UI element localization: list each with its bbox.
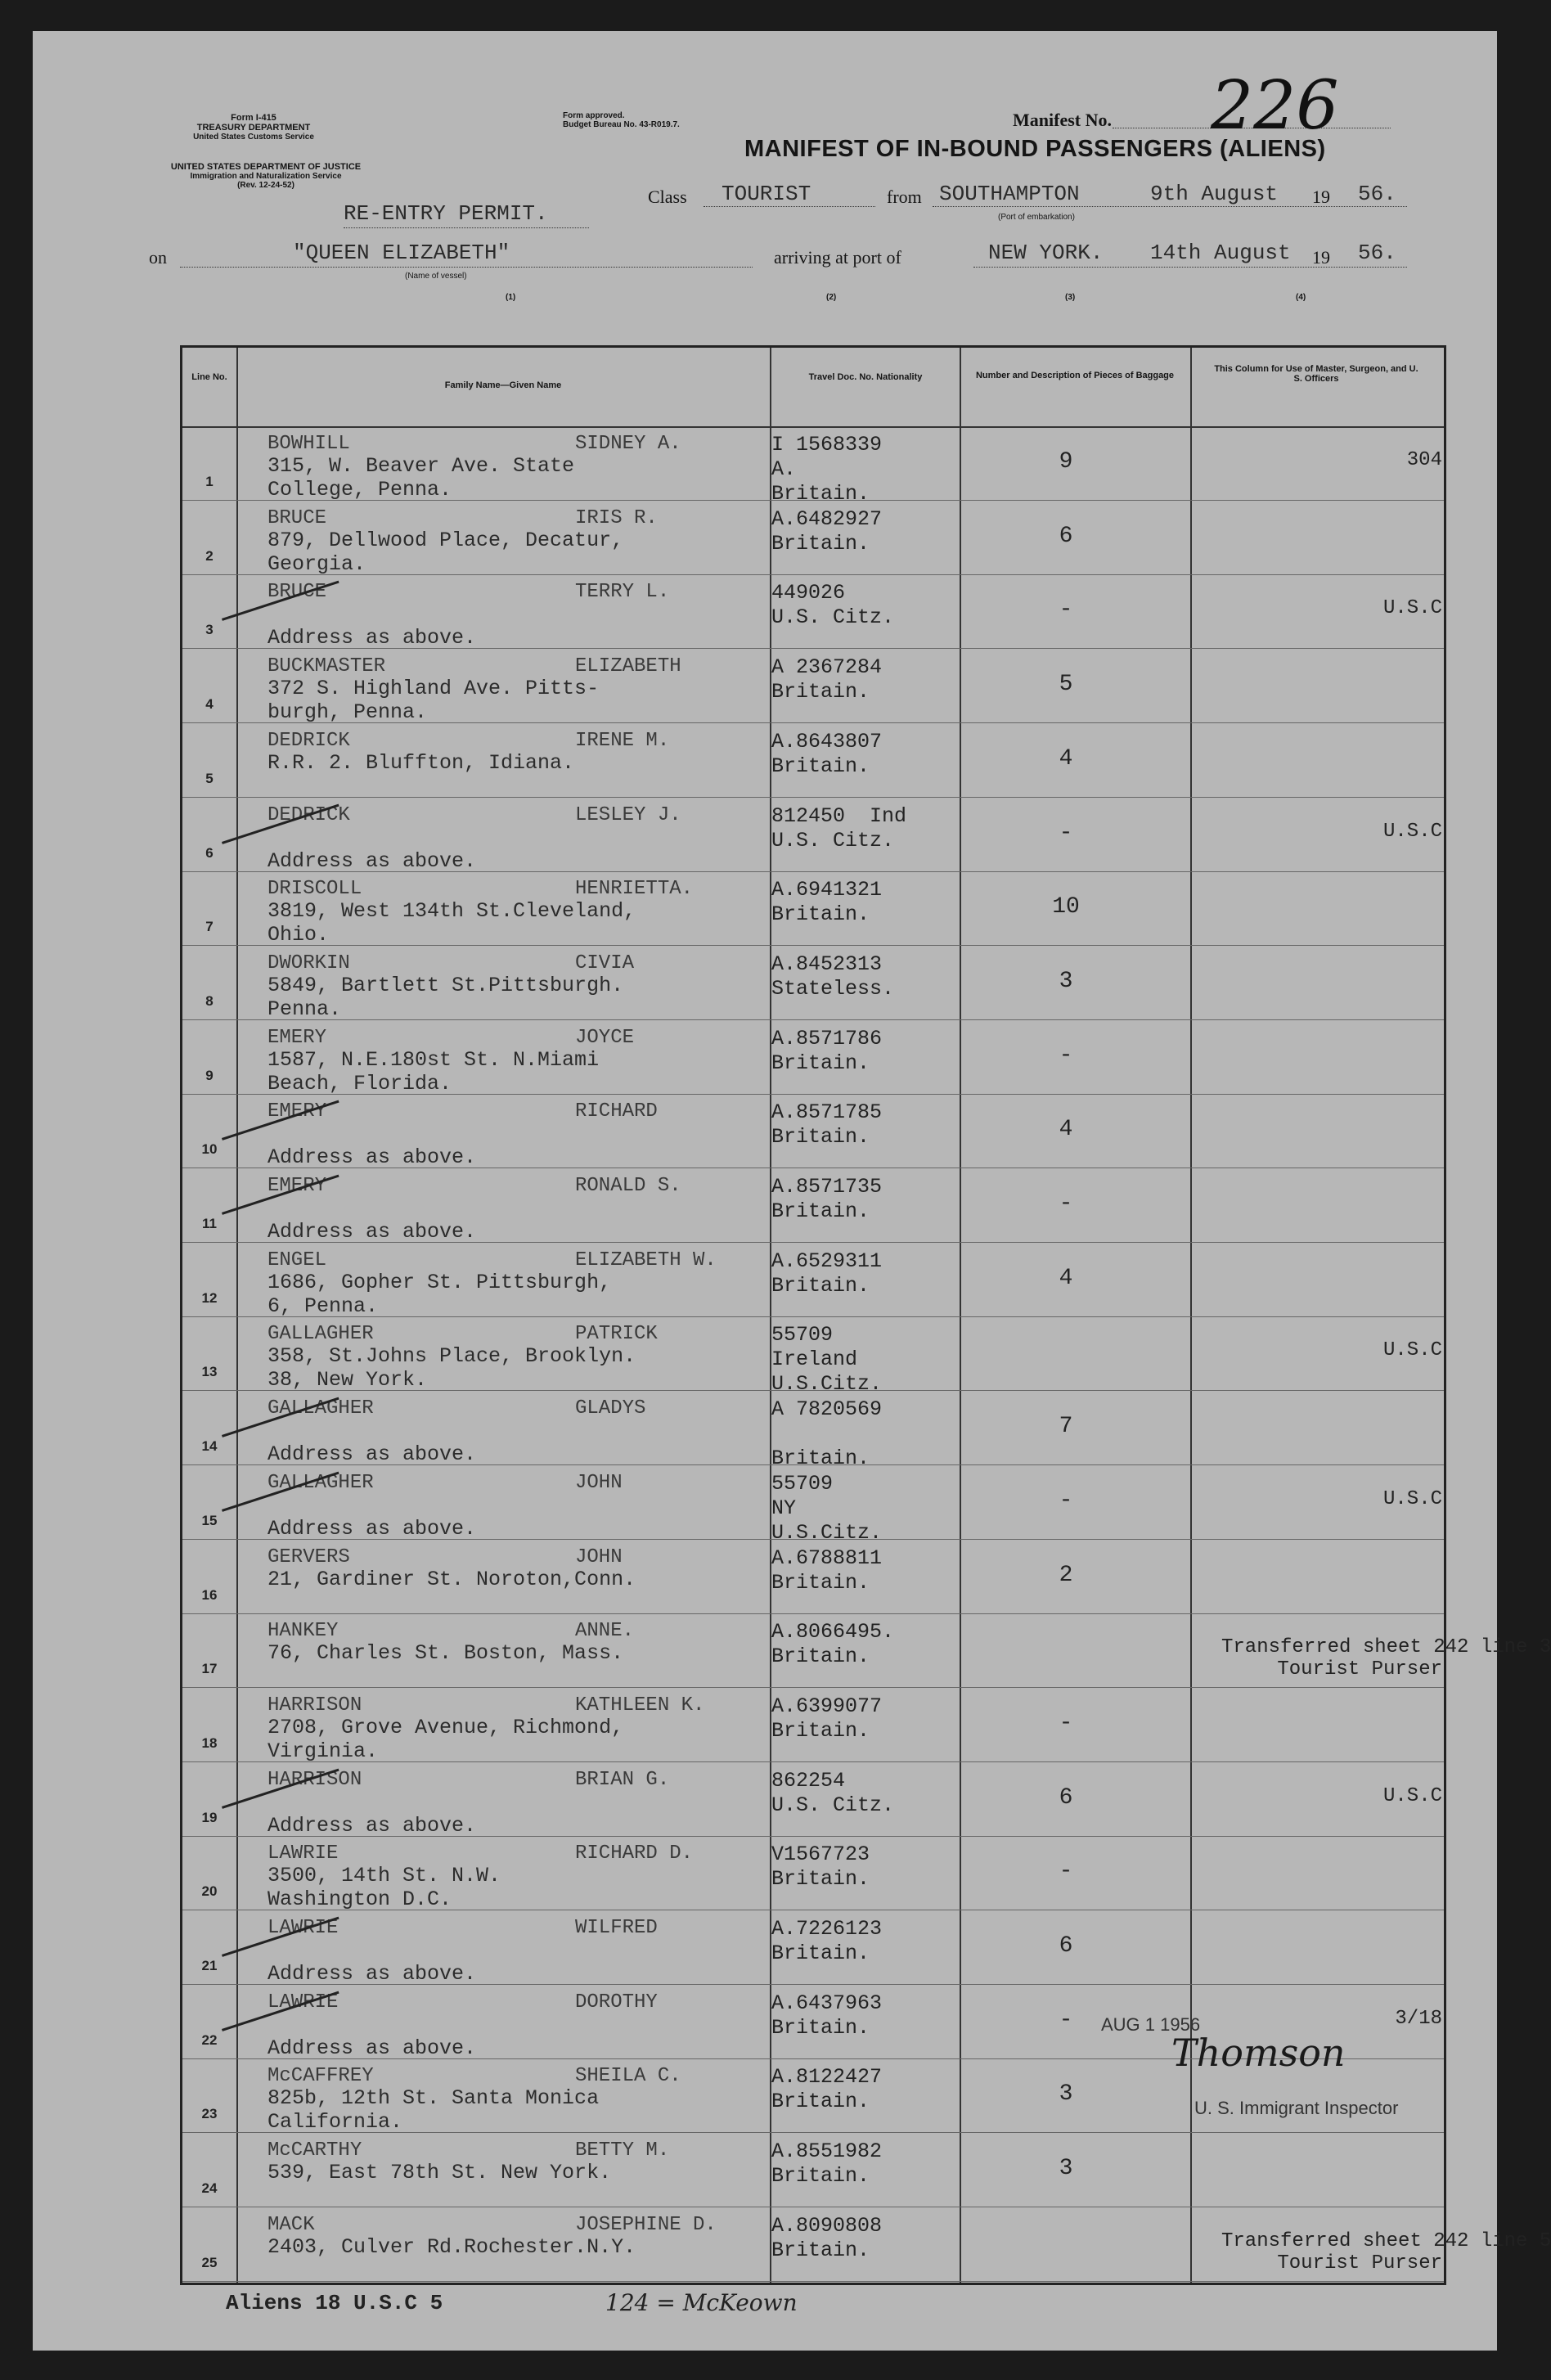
given-name: DOROTHY bbox=[575, 1991, 658, 2013]
travel-doc: V1567723 Britain. bbox=[771, 1842, 870, 1892]
vessel-name: "QUEEN ELIZABETH" bbox=[293, 241, 510, 265]
given-name: JOHN bbox=[575, 1545, 623, 1568]
given-name: HENRIETTA. bbox=[575, 878, 694, 901]
line-number: 11 bbox=[202, 1216, 217, 1231]
travel-doc: 55709 Ireland U.S.Citz. bbox=[771, 1323, 883, 1397]
year-prefix-arrival: 19 bbox=[1312, 247, 1330, 268]
address: Address as above. bbox=[267, 2036, 477, 2060]
address: 2403, Culver Rd.Rochester.N.Y. bbox=[267, 2234, 636, 2259]
baggage-count: - bbox=[1059, 2007, 1073, 2033]
date-stamp: AUG 1 1956 bbox=[1101, 2014, 1201, 2035]
given-name: JOSEPHINE D. bbox=[575, 2213, 717, 2236]
page-title: MANIFEST OF IN-BOUND PASSENGERS (ALIENS) bbox=[744, 136, 1326, 162]
family-name: LAWRIE bbox=[267, 1991, 339, 2013]
line-number: 6 bbox=[205, 844, 214, 861]
form-approved: Form approved. bbox=[563, 111, 625, 120]
address: 1587, N.E.180st St. N.Miami Beach, Florida. bbox=[267, 1047, 600, 1096]
manifest-number: 226 bbox=[1211, 67, 1339, 145]
family-name: HANKEY bbox=[267, 1620, 339, 1643]
baggage-count: 4 bbox=[1059, 745, 1073, 772]
given-name: RONALD S. bbox=[575, 1175, 681, 1197]
line-number: 2 bbox=[205, 547, 214, 564]
given-name: PATRICK bbox=[575, 1323, 658, 1346]
line-number: 13 bbox=[201, 1364, 218, 1380]
arriving-label: arriving at port of bbox=[774, 247, 901, 268]
travel-doc: A.8090808 Britain. bbox=[771, 2213, 883, 2262]
family-name: MACK bbox=[267, 2213, 315, 2236]
family-name: BUCKMASTER bbox=[267, 655, 386, 678]
line-number: 9 bbox=[205, 1067, 214, 1083]
port-caption: (Port of embarkation) bbox=[998, 213, 1075, 222]
officer-note: 3/18 bbox=[1395, 2007, 1442, 2030]
baggage-count: 10 bbox=[1052, 894, 1080, 920]
treasury-department: TREASURY DEPARTMENT bbox=[196, 123, 311, 133]
officer-note: 304 bbox=[1406, 449, 1442, 471]
line-number: 8 bbox=[205, 992, 214, 1009]
travel-doc: 449026 U.S. Citz. bbox=[771, 581, 895, 630]
table-header bbox=[182, 348, 1444, 428]
from-label: from bbox=[887, 187, 922, 207]
family-name: LAWRIE bbox=[267, 1842, 339, 1865]
travel-doc: A 7820569 Britain. bbox=[771, 1397, 883, 1471]
given-name: BRIAN G. bbox=[575, 1768, 670, 1791]
line-number: 7 bbox=[205, 919, 214, 935]
family-name: HARRISON bbox=[267, 1768, 362, 1791]
baggage-count: 9 bbox=[1059, 449, 1073, 475]
table-row bbox=[182, 798, 1444, 872]
travel-doc: A.8452313 Stateless. bbox=[771, 952, 895, 1001]
header-line-no: Line No. bbox=[191, 372, 227, 382]
table-row bbox=[182, 649, 1444, 723]
baggage-count: 7 bbox=[1059, 1414, 1073, 1440]
address: Address as above. bbox=[267, 1145, 477, 1170]
table-row bbox=[182, 1910, 1444, 1985]
line-number: 19 bbox=[201, 1809, 218, 1825]
arrival-year: 56. bbox=[1358, 241, 1396, 265]
address: 2708, Grove Avenue, Richmond, Virginia. bbox=[267, 1715, 624, 1763]
form-header-left bbox=[155, 113, 352, 142]
baggage-count: - bbox=[1059, 1042, 1073, 1069]
inspector-title: U. S. Immigrant Inspector bbox=[1194, 2098, 1399, 2118]
line-number: 22 bbox=[201, 2031, 218, 2048]
family-name: HARRISON bbox=[267, 1694, 362, 1716]
justice-header bbox=[147, 162, 384, 190]
family-name: McCARTHY bbox=[267, 2139, 362, 2162]
travel-doc: I 1568339 A. Britain. bbox=[771, 433, 883, 506]
address: 358, St.Johns Place, Brooklyn. 38, New York. bbox=[267, 1344, 636, 1392]
family-name: McCAFFREY bbox=[267, 2065, 374, 2088]
family-name: EMERY bbox=[267, 1100, 327, 1123]
address: Address as above. bbox=[267, 1442, 477, 1467]
table-row bbox=[182, 1243, 1444, 1317]
line-number: 16 bbox=[201, 1586, 218, 1603]
header-baggage: Number and Description of Pieces of Baggage bbox=[975, 371, 1175, 380]
address: 3500, 14th St. N.W. Washington D.C. bbox=[267, 1864, 501, 1912]
travel-doc: A.6529311 Britain. bbox=[771, 1248, 883, 1298]
address: 825b, 12th St. Santa Monica California. bbox=[267, 2086, 600, 2135]
address: 539, East 78th St. New York. bbox=[267, 2161, 612, 2185]
family-name: LAWRIE bbox=[267, 1917, 339, 1939]
given-name: WILFRED bbox=[575, 1917, 658, 1939]
baggage-count: - bbox=[1059, 820, 1073, 846]
table-row bbox=[182, 1540, 1444, 1614]
line-number: 18 bbox=[201, 1734, 218, 1751]
given-name: IRIS R. bbox=[575, 506, 658, 529]
address: Address as above. bbox=[267, 1962, 477, 1986]
family-name: EMERY bbox=[267, 1026, 327, 1049]
table-row bbox=[182, 574, 1444, 649]
travel-doc: A.6482927 Britain. bbox=[771, 506, 883, 556]
totals-summary: Aliens 18 U.S.C 5 bbox=[226, 2291, 443, 2315]
manifest-no-label: Manifest No. bbox=[1013, 110, 1112, 130]
baggage-count: - bbox=[1059, 1191, 1073, 1217]
baggage-count: 6 bbox=[1059, 1784, 1073, 1811]
address: 879, Dellwood Place, Decatur, Georgia. bbox=[267, 528, 624, 576]
on-label: on bbox=[149, 247, 167, 268]
given-name: ELIZABETH bbox=[575, 655, 681, 678]
officer-note: U.S.C bbox=[1382, 1487, 1442, 1510]
ins-label: Immigration and Naturalization Service bbox=[190, 172, 342, 181]
travel-doc: A.8571785 Britain. bbox=[771, 1100, 883, 1150]
given-name: GLADYS bbox=[575, 1397, 646, 1420]
family-name: GALLAGHER bbox=[267, 1323, 374, 1346]
table-row bbox=[182, 1465, 1444, 1545]
table-row bbox=[182, 1316, 1444, 1397]
given-name: ELIZABETH W. bbox=[575, 1248, 717, 1271]
family-name: DRISCOLL bbox=[267, 878, 362, 901]
given-name: JOHN bbox=[575, 1471, 623, 1494]
travel-doc: 812450 Ind U.S. Citz. bbox=[771, 803, 907, 853]
baggage-count: - bbox=[1059, 1859, 1073, 1885]
baggage-count: - bbox=[1059, 1487, 1073, 1514]
baggage-count: 5 bbox=[1059, 672, 1073, 698]
travel-doc: A.8571735 Britain. bbox=[771, 1175, 883, 1223]
baggage-count: - bbox=[1059, 1710, 1073, 1736]
given-name: IRENE M. bbox=[575, 729, 670, 752]
family-name: DWORKIN bbox=[267, 952, 350, 974]
given-name: SHEILA C. bbox=[575, 2065, 681, 2088]
given-name: RICHARD bbox=[575, 1100, 658, 1123]
address: 21, Gardiner St. Noroton,Conn. bbox=[267, 1567, 636, 1591]
family-name: BRUCE bbox=[267, 581, 327, 604]
table-row bbox=[182, 2207, 1551, 2282]
baggage-count: 3 bbox=[1059, 968, 1073, 994]
officer-note: Transferred sheet 242 line 3 Tourist Purser bbox=[1221, 1636, 1551, 1681]
manifest-table bbox=[180, 345, 1551, 2285]
travel-doc: A.7226123 Britain. bbox=[771, 1917, 883, 1965]
travel-doc: 862254 U.S. Citz. bbox=[771, 1768, 895, 1817]
embarkation-date: 9th August bbox=[1150, 182, 1279, 206]
line-number: 4 bbox=[205, 696, 214, 713]
table-row bbox=[182, 1762, 1444, 1837]
travel-doc: A.8551982 Britain. bbox=[771, 2139, 883, 2189]
baggage-count: 6 bbox=[1059, 1933, 1073, 1959]
given-name: ANNE. bbox=[575, 1620, 635, 1643]
revision-date: (Rev. 12-24-52) bbox=[237, 181, 294, 190]
given-name: RICHARD D. bbox=[575, 1842, 694, 1865]
table-row bbox=[182, 426, 1444, 506]
customs-service: United States Customs Service bbox=[193, 133, 314, 142]
reentry-permit: RE-ENTRY PERMIT. bbox=[344, 201, 548, 226]
table-row bbox=[182, 1168, 1444, 1243]
approval-block bbox=[563, 111, 680, 129]
manifest-sheet bbox=[33, 31, 1551, 2351]
class-value: TOURIST bbox=[722, 182, 811, 206]
embarkation-year: 56. bbox=[1358, 182, 1396, 206]
travel-doc: A.8066495. Britain. bbox=[771, 1620, 895, 1669]
travel-doc: A.8571786 Britain. bbox=[771, 1026, 883, 1075]
officer-note: Transferred sheet 242 line 5 Tourist Purser bbox=[1221, 2229, 1551, 2274]
table-row bbox=[182, 2133, 1444, 2207]
given-name: CIVIA bbox=[575, 952, 635, 974]
vessel-caption: (Name of vessel) bbox=[405, 272, 467, 281]
table-row bbox=[182, 723, 1444, 798]
baggage-count: 4 bbox=[1059, 1117, 1073, 1143]
table-row bbox=[182, 501, 1444, 575]
address: 315, W. Beaver Ave. State College, Penna. bbox=[267, 454, 575, 502]
line-number: 24 bbox=[201, 2180, 218, 2197]
baggage-count: 3 bbox=[1059, 2156, 1073, 2182]
header-name: Family Name—Given Name bbox=[444, 380, 562, 390]
column-number-4: (4) bbox=[1296, 293, 1306, 302]
address: Address as above. bbox=[267, 626, 477, 650]
baggage-count: - bbox=[1059, 597, 1073, 623]
arrival-port: NEW YORK. bbox=[988, 241, 1104, 265]
address: 76, Charles St. Boston, Mass. bbox=[267, 1641, 624, 1666]
address: 3819, West 134th St.Cleveland, Ohio. bbox=[267, 899, 636, 947]
travel-doc: A 2367284 Britain. bbox=[771, 655, 883, 704]
header-officers: This Column for Use of Master, Surgeon, and U. S. Officers bbox=[1214, 364, 1418, 384]
line-number: 21 bbox=[201, 1958, 218, 1973]
line-number: 12 bbox=[201, 1289, 218, 1306]
family-name: BRUCE bbox=[267, 506, 327, 529]
baggage-count: 2 bbox=[1059, 1562, 1073, 1588]
address: R.R. 2. Bluffton, Idiana. bbox=[267, 750, 575, 775]
officer-note: U.S.C bbox=[1382, 597, 1442, 620]
given-name: TERRY L. bbox=[575, 581, 670, 604]
given-name: BETTY M. bbox=[575, 2139, 670, 2162]
address: Address as above. bbox=[267, 1516, 477, 1541]
table-row bbox=[182, 871, 1444, 946]
table-row bbox=[182, 1020, 1444, 1095]
line-number: 3 bbox=[205, 622, 214, 638]
travel-doc: 55709 NY U.S.Citz. bbox=[771, 1471, 883, 1545]
officer-note: U.S.C bbox=[1382, 820, 1442, 843]
line-number: 5 bbox=[205, 770, 214, 786]
address: Address as above. bbox=[267, 1220, 477, 1244]
given-name: JOYCE bbox=[575, 1026, 635, 1049]
class-label: Class bbox=[648, 187, 687, 207]
table-row bbox=[182, 1391, 1444, 1471]
address: 5849, Bartlett St.Pittsburgh. Penna. bbox=[267, 973, 624, 1021]
travel-doc: A.8643807 Britain. bbox=[771, 729, 883, 778]
address: Address as above. bbox=[267, 1813, 477, 1838]
officer-note: U.S.C bbox=[1382, 1339, 1442, 1362]
baggage-count: 3 bbox=[1059, 2081, 1073, 2108]
line-number: 20 bbox=[201, 1883, 218, 1900]
line-number: 1 bbox=[205, 474, 214, 489]
travel-doc: A.8122427 Britain. bbox=[771, 2065, 883, 2114]
given-name: SIDNEY A. bbox=[575, 433, 681, 455]
justice-department: UNITED STATES DEPARTMENT OF JUSTICE bbox=[170, 162, 362, 172]
address: 372 S. Highland Ave. Pitts- burgh, Penna. bbox=[267, 677, 600, 725]
table-row bbox=[182, 1836, 1444, 1910]
officer-note: U.S.C bbox=[1382, 1784, 1442, 1807]
address: Address as above. bbox=[267, 848, 477, 873]
line-number: 23 bbox=[201, 2106, 218, 2122]
table-row bbox=[182, 1094, 1444, 1168]
family-name: GALLAGHER bbox=[267, 1471, 374, 1494]
travel-doc: A.6437963 Britain. bbox=[771, 1991, 883, 2040]
column-number-1: (1) bbox=[506, 293, 516, 302]
line-number: 10 bbox=[201, 1141, 218, 1158]
column-number-2: (2) bbox=[826, 293, 837, 302]
travel-doc: A.6399077 Britain. bbox=[771, 1694, 883, 1743]
embarkation-port: SOUTHAMPTON bbox=[939, 182, 1080, 206]
line-number: 17 bbox=[201, 1661, 218, 1677]
budget-bureau: Budget Bureau No. 43-R019.7. bbox=[563, 120, 680, 129]
line-number: 25 bbox=[201, 2254, 218, 2270]
table-row bbox=[182, 946, 1444, 1020]
given-name: KATHLEEN K. bbox=[575, 1694, 705, 1716]
family-name: GALLAGHER bbox=[267, 1397, 374, 1420]
address: 1686, Gopher St. Pittsburgh, 6, Penna. bbox=[267, 1270, 612, 1318]
baggage-count: 6 bbox=[1059, 523, 1073, 549]
travel-doc: A.6788811 Britain. bbox=[771, 1545, 883, 1595]
line-number: 15 bbox=[201, 1512, 218, 1528]
handwritten-note: 124 = McKeown bbox=[605, 2289, 798, 2316]
family-name: DEDRICK bbox=[267, 729, 350, 752]
given-name: LESLEY J. bbox=[575, 803, 681, 826]
inspector-signature: Thomson bbox=[1171, 2031, 1346, 2075]
table-row bbox=[182, 1688, 1444, 1762]
family-name: DEDRICK bbox=[267, 803, 350, 826]
family-name: EMERY bbox=[267, 1175, 327, 1197]
family-name: ENGEL bbox=[267, 1248, 327, 1271]
column-number-3: (3) bbox=[1065, 293, 1076, 302]
arrival-date: 14th August bbox=[1150, 241, 1291, 265]
line-number: 14 bbox=[201, 1438, 218, 1455]
table-row bbox=[182, 1613, 1551, 1688]
header-doc: Travel Doc. No. Nationality bbox=[808, 372, 923, 382]
travel-doc: A.6941321 Britain. bbox=[771, 878, 883, 927]
family-name: BOWHILL bbox=[267, 433, 350, 455]
family-name: GERVERS bbox=[267, 1545, 350, 1568]
baggage-count: 4 bbox=[1059, 1265, 1073, 1291]
year-prefix-embark: 19 bbox=[1312, 187, 1330, 207]
form-number: Form I-415 bbox=[231, 113, 276, 123]
